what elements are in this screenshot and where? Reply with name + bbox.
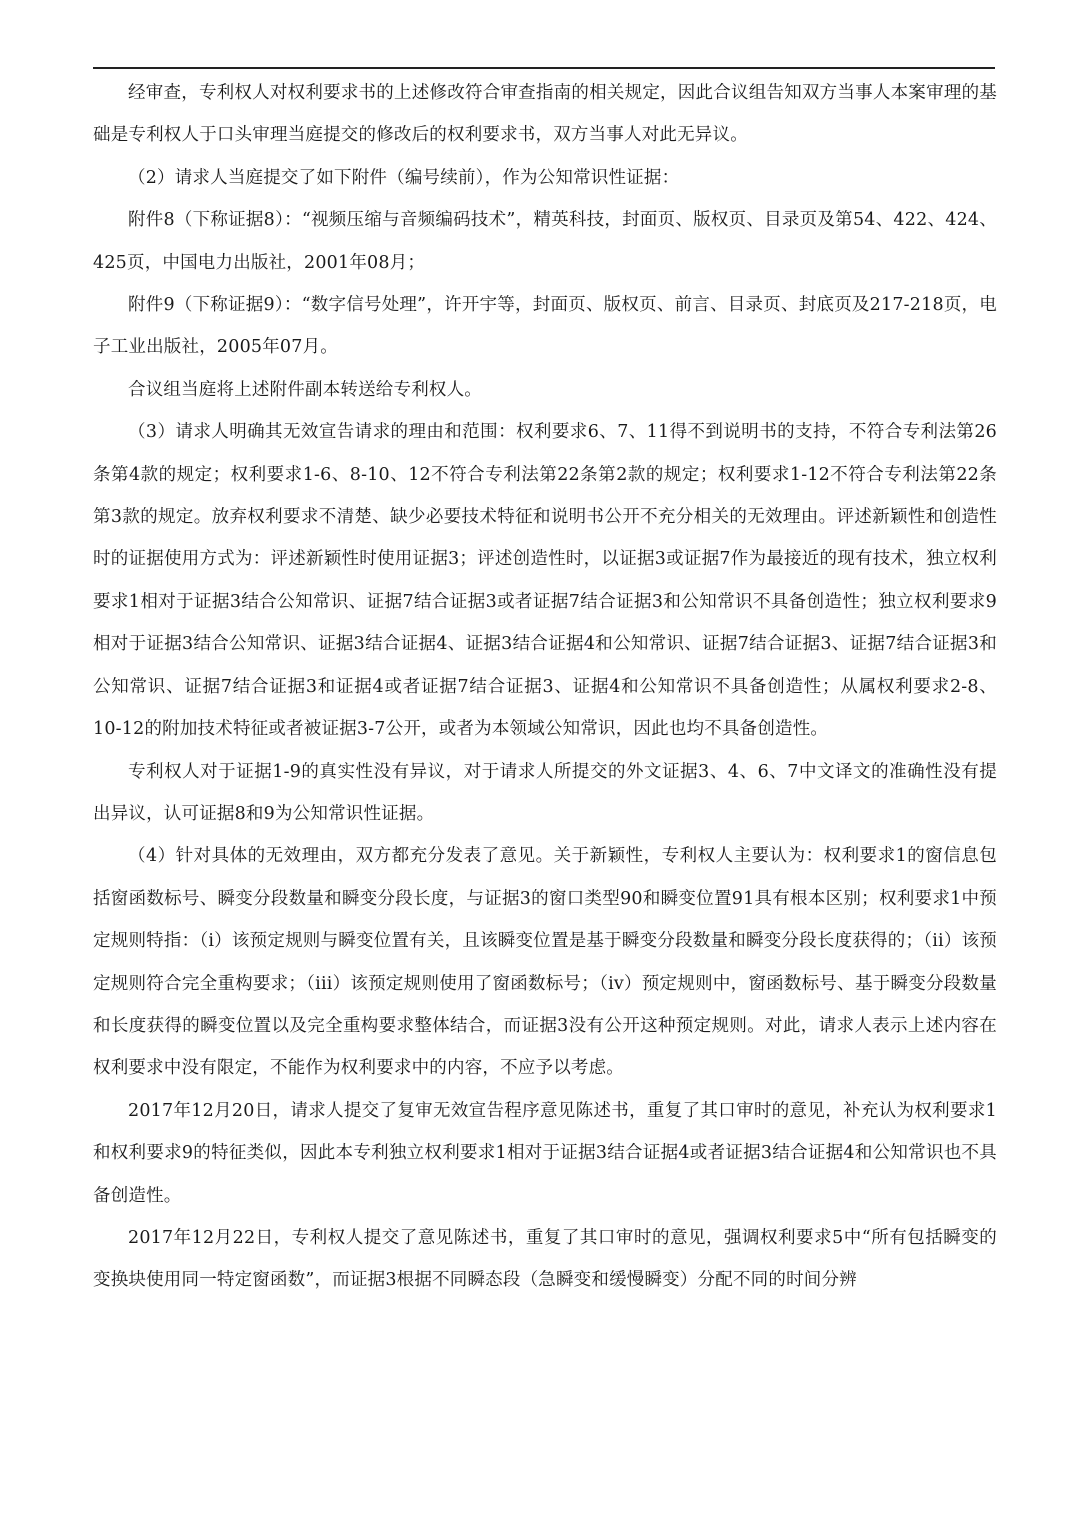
document-body [93,72,997,1302]
paragraph-invalidation-grounds: （3）请求人明确其无效宣告请求的理由和范围：权利要求6、7、11得不到说明书的支持，不符合专利法第26条第4款的规定；权利要求1-6、8-10、12不符合专利法第22条第2款的规定；权利要求1-12不符合专利法第22条第3款的规定。放弃权利要求不清楚、缺少必要技术特征和说明书公开不充分相关的无效理由。评述新颖性和创造性时的证据使用方式为：评述新颖性时使用证据3；评述创造性时，以证据3或证据7作为最接近的现有技术，独立权利要求1相对于证据3结合公知常识、证据7结合证据3或者证据7结合证据3和公知常识不具备创造性；独立权利要求9相对于证据3结合公知常识、证据3结合证据4、证据3结合证据4和公知常识、证据7结合证据3、证据7结合证据3和公知常识、证据7结合证据3和证据4或者证据7结合证据3、证据4和公知常识不具备创造性；从属权利要求2-8、10-12的附加技术特征或者被证据3-7公开，或者为本领域公知常识，因此也均不具备创造性。 [93,422,997,740]
paragraph-patentee-statement: 2017年12月22日，专利权人提交了意见陈述书，重复了其口审时的意见，强调权利要求5中“所有包括瞬变的变换块使用同一特定窗函数”，而证据3根据不同瞬态段（急瞬变和缓慢瞬变）分配不同的时间分辨 [93,1227,997,1291]
paragraph-attachments-intro: （2）请求人当庭提交了如下附件（编号续前），作为公知常识性证据： [128,167,680,188]
paragraph-novelty-opinions: （4）针对具体的无效理由，双方都充分发表了意见。关于新颖性，专利权人主要认为：权利要求1的窗信息包括窗函数标号、瞬变分段数量和瞬变分段长度，与证据3的窗口类型90和瞬变位置91具有根本区别；权利要求1中预定规则特指：（i）该预定规则与瞬变位置有关，且该瞬变位置是基于瞬变分段数量和瞬变分段长度获得的；（ii）该预定规则符合完全重构要求；（iii）该预定规则使用了窗函数标号；（iv）预定规则中，窗函数标号、基于瞬变分段数量和长度获得的瞬变位置以及完全重构要求整体结合，而证据3没有公开这种预定规则。对此，请求人表示上述内容在权利要求中没有限定，不能作为权利要求中的内容，不应予以考虑。 [93,846,997,1079]
paragraph-evidence-authenticity: 专利权人对于证据1-9的真实性没有异议，对于请求人所提交的外文证据3、4、6、7中文译文的准确性没有提出异议，认可证据8和9为公知常识性证据。 [93,761,997,824]
paragraph-requester-statement: 2017年12月20日，请求人提交了复审无效宣告程序意见陈述书，重复了其口审时的意见，补充认为权利要求1和权利要求9的特征类似，因此本专利独立权利要求1相对于证据3结合证据4或者证据3结合证据4和公知常识也不具备创造性。 [93,1100,997,1206]
paragraph-attachment-8: 附件8（下称证据8）：“视频压缩与音频编码技术”，精英科技，封面页、版权页、目录页及第54、422、424、425页，中国电力出版社，2001年08月； [93,210,997,273]
header-rule [93,67,995,69]
paragraph-review-conclusion: 经审查，专利权人对权利要求书的上述修改符合审查指南的相关规定，因此合议组告知双方当事人本案审理的基础是专利权人于口头审理当庭提交的修改后的权利要求书，双方当事人对此无异议。 [93,83,997,146]
paragraph-forward-copies: 合议组当庭将上述附件副本转送给专利权人。 [128,379,482,400]
paragraph-attachment-9: 附件9（下称证据9）：“数字信号处理”，许开宇等，封面页、版权页、前言、目录页、封底页及217-218页，电子工业出版社，2005年07月。 [93,295,997,358]
